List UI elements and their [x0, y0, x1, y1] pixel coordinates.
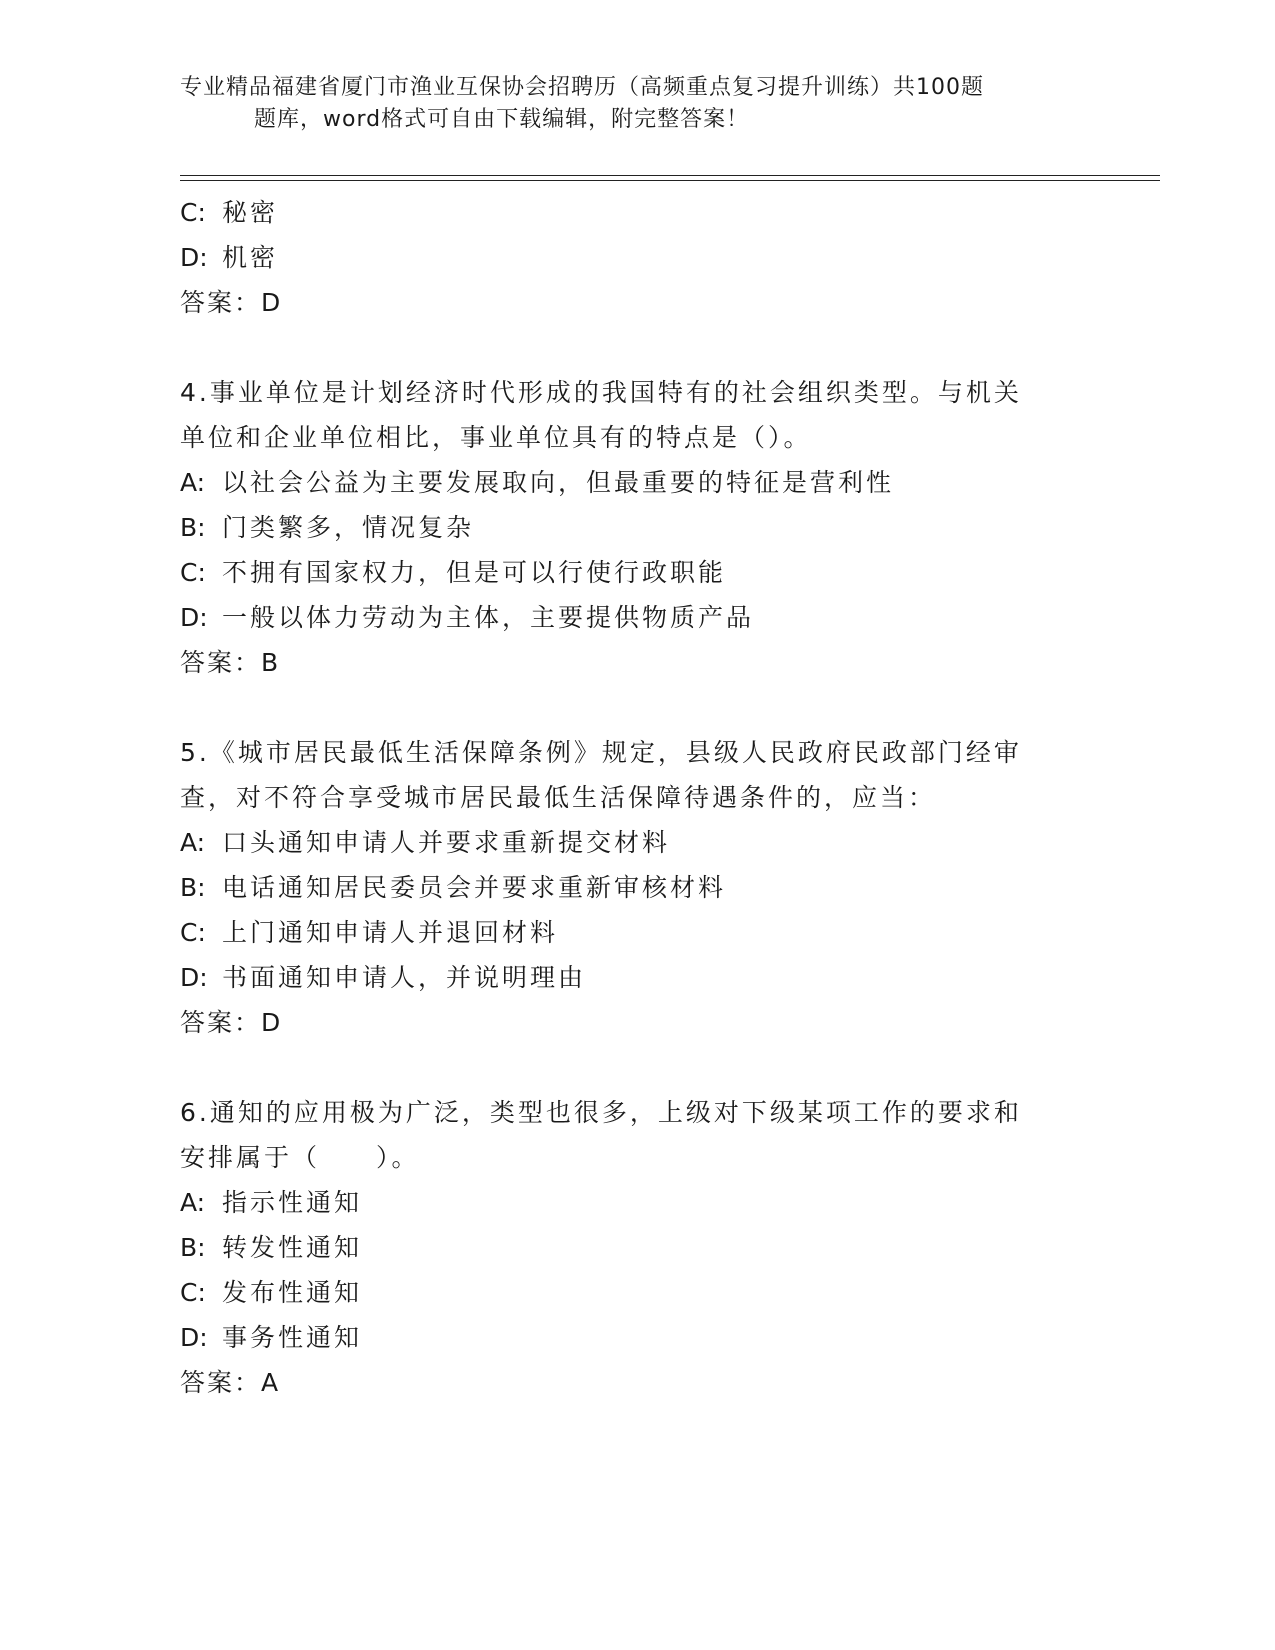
answer-line: 答案：D: [180, 1008, 283, 1037]
option-letter: B:: [180, 1233, 206, 1262]
option-text: 事务性通知: [222, 1323, 363, 1352]
question-4: [180, 370, 1080, 685]
option-text: 秘密: [222, 198, 279, 227]
option-letter: D:: [180, 1323, 208, 1352]
document-header: [180, 72, 1060, 136]
question-stem: 安排属于（ ）。: [180, 1143, 420, 1172]
option-text: 书面通知申请人，并说明理由: [222, 963, 587, 992]
spacer: [180, 685, 1080, 730]
option-letter: B:: [180, 873, 206, 902]
option-row: [180, 505, 1080, 550]
option-letter: C:: [180, 1278, 206, 1307]
option-row: [180, 190, 1080, 235]
question-stem: 6.通知的应用极为广泛，类型也很多，上级对下级某项工作的要求和: [180, 1098, 1022, 1127]
option-row: [180, 595, 1080, 640]
question-6: [180, 1090, 1080, 1405]
option-letter: C:: [180, 558, 206, 587]
option-text: 电话通知居民委员会并要求重新审核材料: [222, 873, 727, 902]
option-row: [180, 910, 1080, 955]
header-rule-bottom: [180, 180, 1160, 181]
question-5: [180, 730, 1080, 1045]
option-letter: B:: [180, 513, 206, 542]
header-line-1: 专业精品福建省厦门市渔业互保协会招聘历（高频重点复习提升训练）共100题: [180, 75, 984, 100]
option-text: 发布性通知: [222, 1278, 363, 1307]
option-row: [180, 235, 1080, 280]
answer-line: 答案：B: [180, 648, 281, 677]
option-text: 不拥有国家权力，但是可以行使行政职能: [222, 558, 727, 587]
question-content: [180, 190, 1080, 1405]
option-row: [180, 865, 1080, 910]
question-3-tail: [180, 190, 1080, 325]
option-text: 一般以体力劳动为主体，主要提供物质产品: [222, 603, 755, 632]
header-rule-top: [180, 175, 1160, 176]
answer-line: 答案：A: [180, 1368, 281, 1397]
question-stem: 单位和企业单位相比，事业单位具有的特点是（）。: [180, 423, 812, 452]
option-text: 机密: [222, 243, 279, 272]
option-letter: D:: [180, 243, 208, 272]
option-text: 上门通知申请人并退回材料: [222, 918, 559, 947]
option-row: [180, 1225, 1080, 1270]
option-letter: C:: [180, 198, 206, 227]
option-letter: A:: [180, 1188, 206, 1217]
option-row: [180, 820, 1080, 865]
option-text: 以社会公益为主要发展取向，但最重要的特征是营利性: [222, 468, 895, 497]
option-text: 转发性通知: [222, 1233, 363, 1262]
answer-line: 答案：D: [180, 288, 283, 317]
option-letter: A:: [180, 828, 206, 857]
option-letter: C:: [180, 918, 206, 947]
option-letter: D:: [180, 963, 208, 992]
question-stem: 查，对不符合享受城市居民最低生活保障待遇条件的，应当：: [180, 783, 937, 812]
option-row: [180, 1180, 1080, 1225]
option-row: [180, 550, 1080, 595]
header-line-2: 题库，word格式可自由下载编辑，附完整答案！: [254, 107, 750, 132]
option-row: [180, 460, 1080, 505]
option-letter: D:: [180, 603, 208, 632]
option-letter: A:: [180, 468, 206, 497]
option-text: 指示性通知: [222, 1188, 363, 1217]
option-row: [180, 1270, 1080, 1315]
option-row: [180, 1315, 1080, 1360]
question-stem: 5.《城市居民最低生活保障条例》规定，县级人民政府民政部门经审: [180, 738, 1022, 767]
option-text: 门类繁多，情况复杂: [222, 513, 475, 542]
spacer: [180, 1045, 1080, 1090]
spacer: [180, 325, 1080, 370]
option-text: 口头通知申请人并要求重新提交材料: [222, 828, 671, 857]
option-row: [180, 955, 1080, 1000]
question-stem: 4.事业单位是计划经济时代形成的我国特有的社会组织类型。与机关: [180, 378, 1022, 407]
